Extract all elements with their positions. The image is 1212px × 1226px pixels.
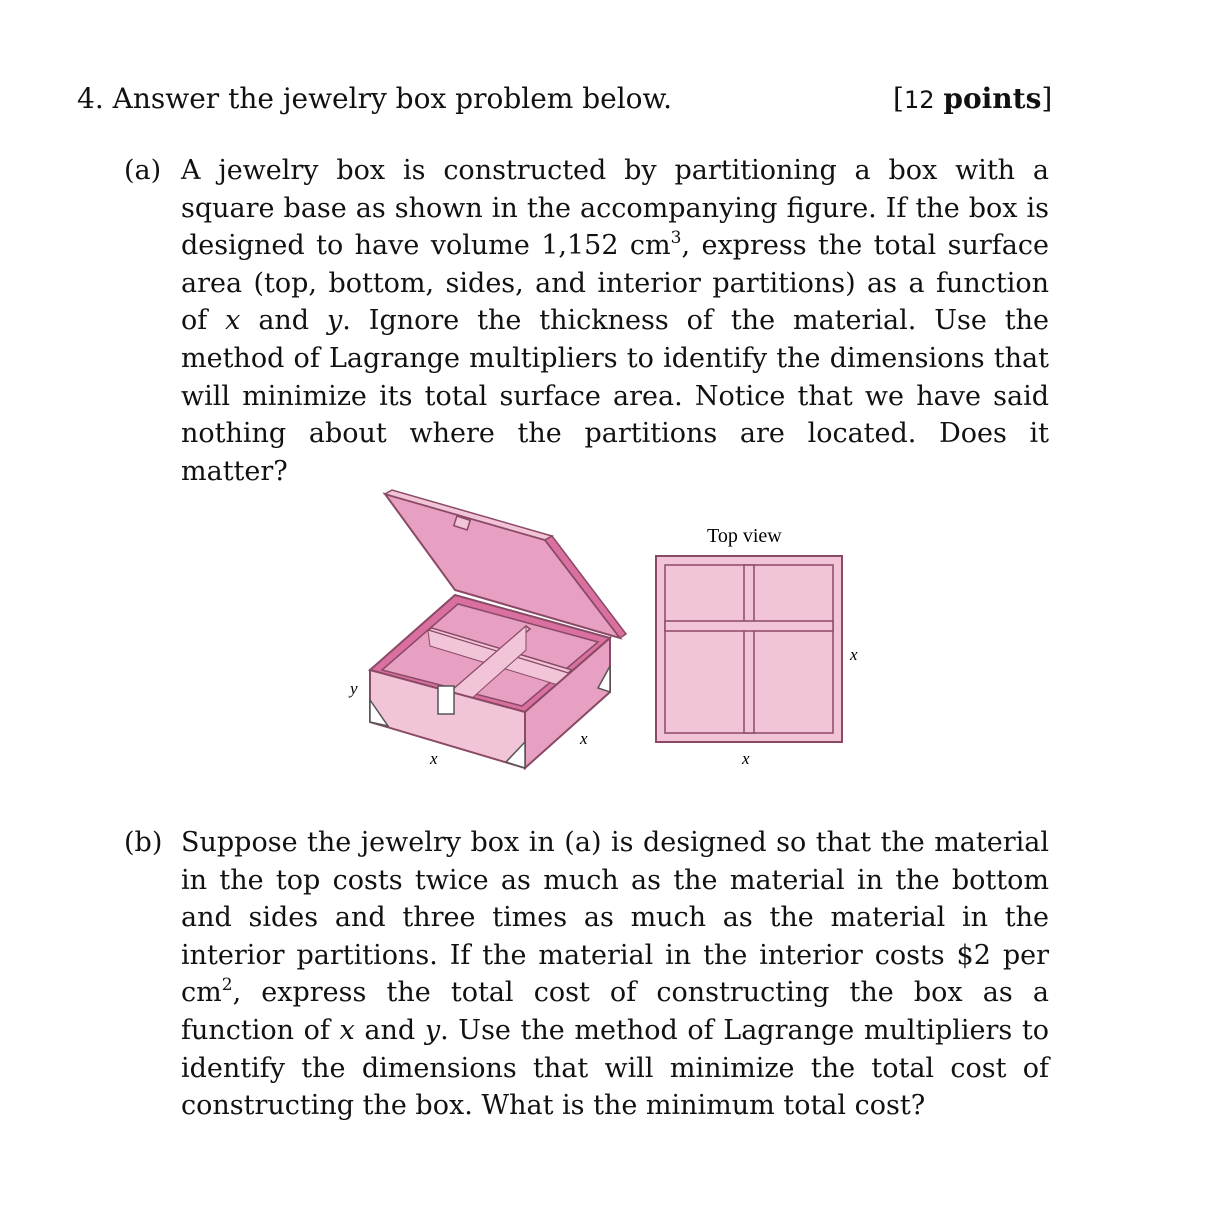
question-header: [77, 80, 672, 118]
part-a-text: A jewelry box is constructed by partitioning a box with a square base as shown in the accompanying figure. If the box is designed to have volume 1,152 $cm^3$, express the total surface area (top, bottom, sides, and interior partitions) as a function of x and y. Ignore the thickness of the material. Use the method of Lagrange multipliers to identify the dimensions that will minimize its total surface area. Notice that we have said nothing about where the partitions are located. Does it matter?: [181, 155, 1050, 487]
jewelry-box-figure: [340, 480, 880, 780]
question-number: 4.: [77, 82, 104, 115]
clasp: [438, 686, 454, 714]
top-view-partition-horizontal: [665, 621, 833, 631]
box-label-y: y: [350, 679, 358, 698]
question-prompt: Answer the jewelry box problem below.: [112, 82, 673, 115]
part-a-label: (a): [124, 155, 162, 186]
top-view: [656, 525, 858, 768]
jewelry-box-3d: [348, 490, 626, 768]
points-badge: [12 points]: [893, 82, 1053, 115]
box-label-x-front: x: [430, 749, 438, 768]
box-label-x-side: x: [580, 729, 588, 748]
points-word: points: [943, 82, 1042, 115]
top-view-partition-vertical: [744, 565, 754, 733]
top-view-label-x-bottom: x: [742, 749, 750, 768]
top-view-title: Top view: [707, 525, 782, 547]
top-view-label-x-right: x: [850, 645, 858, 664]
part-b-text: Suppose the jewelry box in (a) is designed so that the material in the top costs twice as much as the material in the bottom and sides and three times as much as the material in the interior partitions. If the material in the interior costs $2 per $cm^2$, express the total cost of constructing the box as a function of x and y. Use the method of Lagrange multipliers to identify the dimensions that will minimize the total cost of constructing the box. What is the minimum total cost?: [181, 827, 1050, 1122]
points-value: 12: [903, 86, 935, 114]
part-b-label: (b): [124, 827, 163, 858]
